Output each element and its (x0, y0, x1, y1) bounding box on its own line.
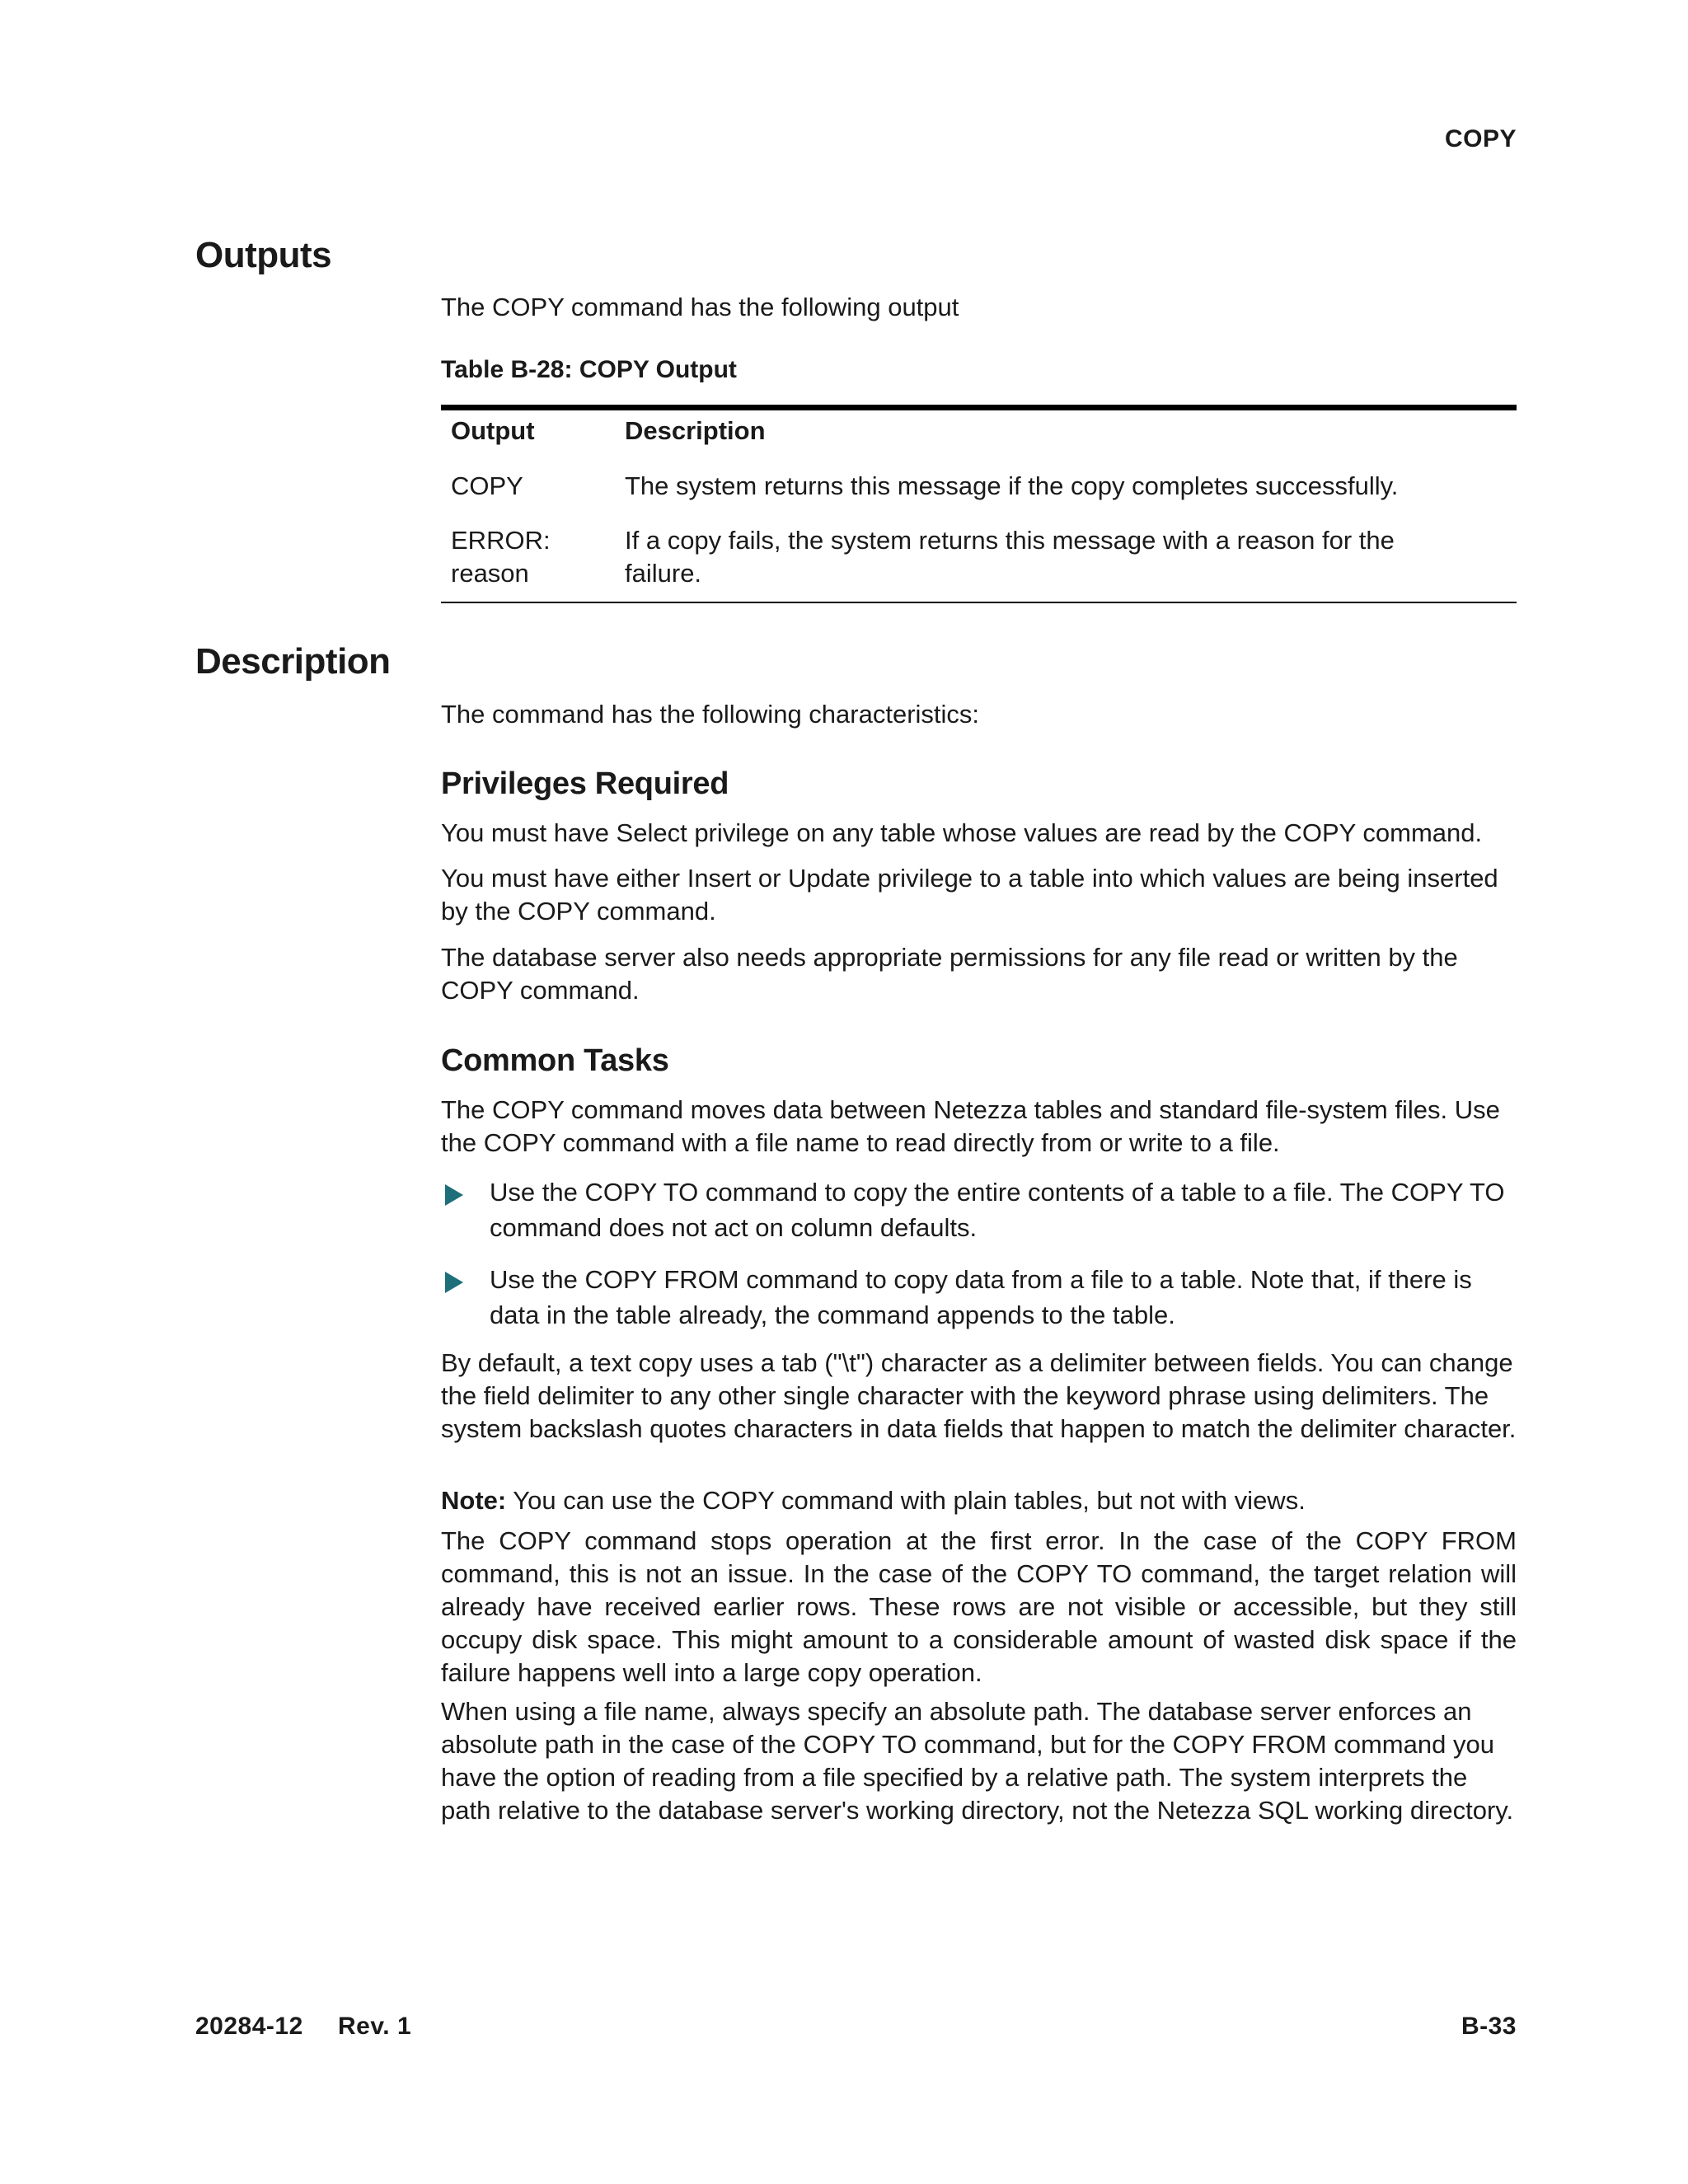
section-heading-description: Description (195, 641, 391, 682)
bullet-triangle-icon (445, 1184, 463, 1206)
bullet-triangle-icon (445, 1272, 463, 1293)
subheading-common-tasks: Common Tasks (441, 1043, 669, 1078)
description-intro: The command has the following characteristics: (441, 700, 980, 729)
privileges-paragraph: You must have Select privilege on any table whose values are read by the COPY command. (441, 818, 1483, 847)
table-cell-description: If a copy fails, the system returns this message with a reason for the failure. (625, 526, 1395, 588)
table-header-output: Output (451, 416, 535, 445)
bullet-text: Use the COPY FROM command to copy data from a file to a table. Note that, if there is data in the table already, the command appends to the table. (490, 1265, 1472, 1329)
footer-revision: Rev. 1 (338, 2013, 412, 2040)
tasks-paragraph: By default, a text copy uses a tab ("\t") character as a delimiter between fields. You can change the field delimiter to any other single character with the keyword phrase using delimiters. The system backslash quotes characters in data fields that happen to match the delimiter character. (441, 1348, 1517, 1443)
table-cell-output: ERROR: reason (451, 526, 551, 588)
table-header-description: Description (625, 416, 766, 445)
privileges-paragraph: You must have either Insert or Update privilege to a table into which values are being inserted by the COPY command. (441, 864, 1498, 926)
table-top-rule (441, 405, 1517, 410)
tasks-paragraph: When using a file name, always specify an absolute path. The database server enforces an absolute path in the case of the COPY TO command, but for the COPY FROM command you have the option of reading from a file specified by a relative path. The system interprets the path relative to the database server's working directory, not the Netezza SQL working directory. (441, 1697, 1514, 1825)
privileges-paragraph: The database server also needs appropriate permissions for any file read or written by the COPY command. (441, 943, 1458, 1005)
table-cell-description: The system returns this message if the copy completes successfully. (625, 471, 1399, 500)
section-heading-outputs: Outputs (195, 235, 332, 275)
note-text: You can use the COPY command with plain tables, but not with views. (513, 1486, 1306, 1515)
tasks-paragraph: The COPY command stops operation at the first error. In the case of the COPY FROM command, this is not an issue. In the case of the COPY TO command, the target relation will already have received earlier rows. These rows are not visible or accessible, but they still occupy disk space. This might amount to a considerable amount of wasted disk space if the failure happens well into a large copy operation. (441, 1526, 1517, 1687)
footer-page-number: B-33 (1461, 2013, 1517, 2040)
footer-doc-number: 20284-12 (195, 2013, 303, 2040)
note-label: Note: (441, 1486, 507, 1515)
table-caption: Table B-28: COPY Output (441, 356, 737, 383)
running-header: COPY (1444, 125, 1517, 152)
tasks-paragraph: The COPY command moves data between Netezza tables and standard file-system files. Use the COPY command with a file name to read directly from or write to a file. (441, 1095, 1500, 1157)
note (441, 1484, 1517, 1517)
table-cell-output: COPY (451, 471, 523, 500)
outputs-intro: The COPY command has the following output (441, 293, 959, 321)
bullet-text: Use the COPY TO command to copy the entire contents of a table to a file. The COPY TO command does not act on column defaults. (490, 1178, 1505, 1242)
subheading-privileges: Privileges Required (441, 766, 729, 801)
table-bottom-rule (441, 602, 1517, 603)
